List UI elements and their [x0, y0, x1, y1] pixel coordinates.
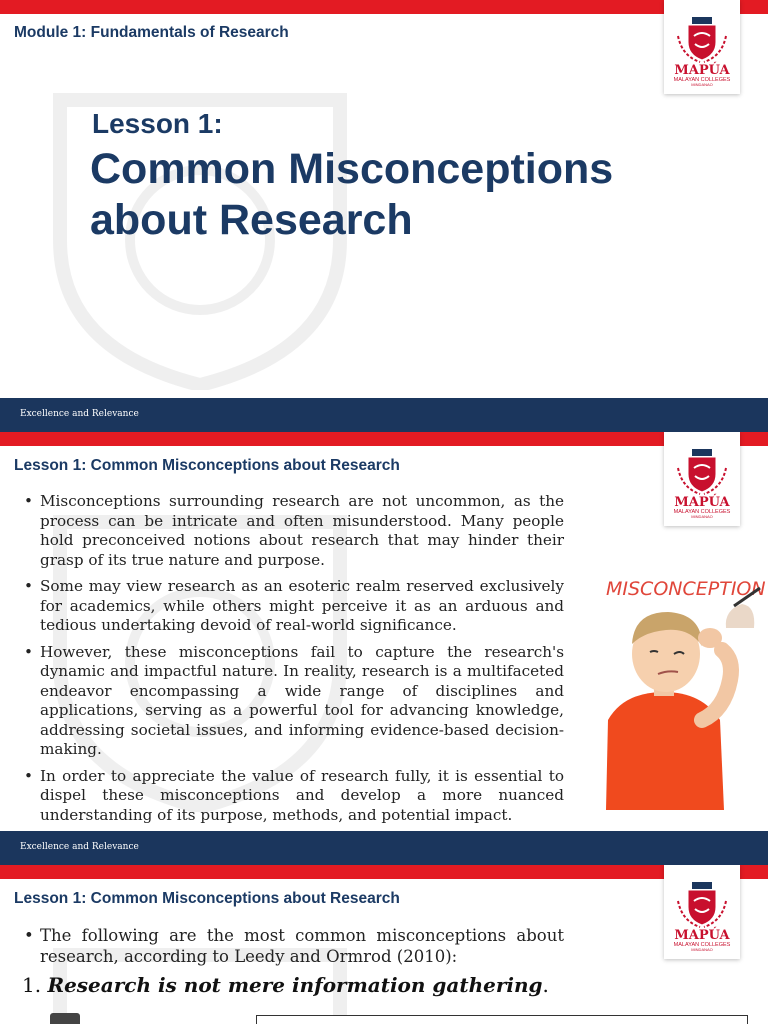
mapua-logo [664, 432, 740, 526]
lesson-title-line-2: about Research [90, 196, 413, 244]
logo-sub1: MALAYAN COLLEGES [673, 77, 731, 83]
item-period: . [542, 973, 549, 997]
logo-name: MAPÚA [674, 63, 730, 78]
bullet-item: • However, these misconceptions fail to capture the research's dynamic and impactful nature. In reality, research is a multifaceted endeavor encompassing a wide range of disciplines and applications, serving as a powerful tool for advancing knowledge, addressing societal issues, and informing evidence-based decision-making. [22, 643, 564, 760]
module-title: Module 1: Fundamentals of Research [14, 24, 289, 41]
slide-footer [0, 831, 768, 865]
misconception-image [584, 570, 768, 810]
lesson-title-line-1: Common Misconceptions [90, 145, 614, 193]
bullet-item: • Some may view research as an esoteric realm reserved exclusively for academics, while others might perceive it as an arduous and tedious undertaking devoid of real-world significance. [22, 577, 564, 636]
item-text: Research is not mere information gathering [47, 973, 543, 997]
top-red-bar [0, 0, 768, 14]
numbered-item [22, 973, 549, 997]
top-red-bar [0, 865, 768, 879]
logo-sub1: MALAYAN COLLEGES [673, 942, 731, 948]
slide-1 [0, 0, 768, 432]
footer-text: Excellence and Relevance [20, 409, 139, 419]
logo-name: MAPÚA [674, 495, 730, 510]
mapua-logo [664, 0, 740, 94]
logo-sub1: MALAYAN COLLEGES [673, 509, 731, 515]
confused-boy-icon [584, 570, 768, 810]
slide-2 [0, 432, 768, 865]
misconception-caption: MISCONCEPTION [606, 578, 766, 600]
bullet-item: • In order to appreciate the value of research fully, it is essential to dispel these misconceptions and develop a more nuanced understanding of its purpose, methods, and potential impact. [22, 767, 564, 826]
footer-text: Excellence and Relevance [20, 842, 139, 852]
slide-header: Lesson 1: Common Misconceptions about Research [14, 457, 400, 474]
logo-sub2: MINDANAO [691, 947, 713, 952]
slide-3 [0, 865, 768, 1024]
slide-header: Lesson 1: Common Misconceptions about Research [14, 890, 400, 907]
image-fragment [50, 1013, 80, 1024]
logo-sub2: MINDANAO [691, 82, 713, 87]
slide-footer [0, 398, 768, 432]
top-red-bar [0, 432, 768, 446]
mapua-crest-icon [664, 432, 740, 526]
bullet-list [22, 925, 564, 974]
bullet-item: • Misconceptions surrounding research are not uncommon, as the process can be intricate and often misunderstood. Many people hold preconceived notions about research that may hinder their grasp of its true nature and purpose. [22, 492, 564, 570]
bullet-item: • The following are the most common misconceptions about research, according to Leedy and Ormrod (2010): [22, 925, 564, 967]
text-box [256, 1015, 748, 1024]
logo-name: MAPÚA [674, 928, 730, 943]
item-number: 1. [22, 973, 42, 997]
bullet-list [22, 492, 564, 832]
mapua-crest-icon [664, 0, 740, 94]
logo-sub2: MINDANAO [691, 514, 713, 519]
lesson-label: Lesson 1: [92, 108, 223, 139]
mapua-logo [664, 865, 740, 959]
mapua-crest-icon [664, 865, 740, 959]
